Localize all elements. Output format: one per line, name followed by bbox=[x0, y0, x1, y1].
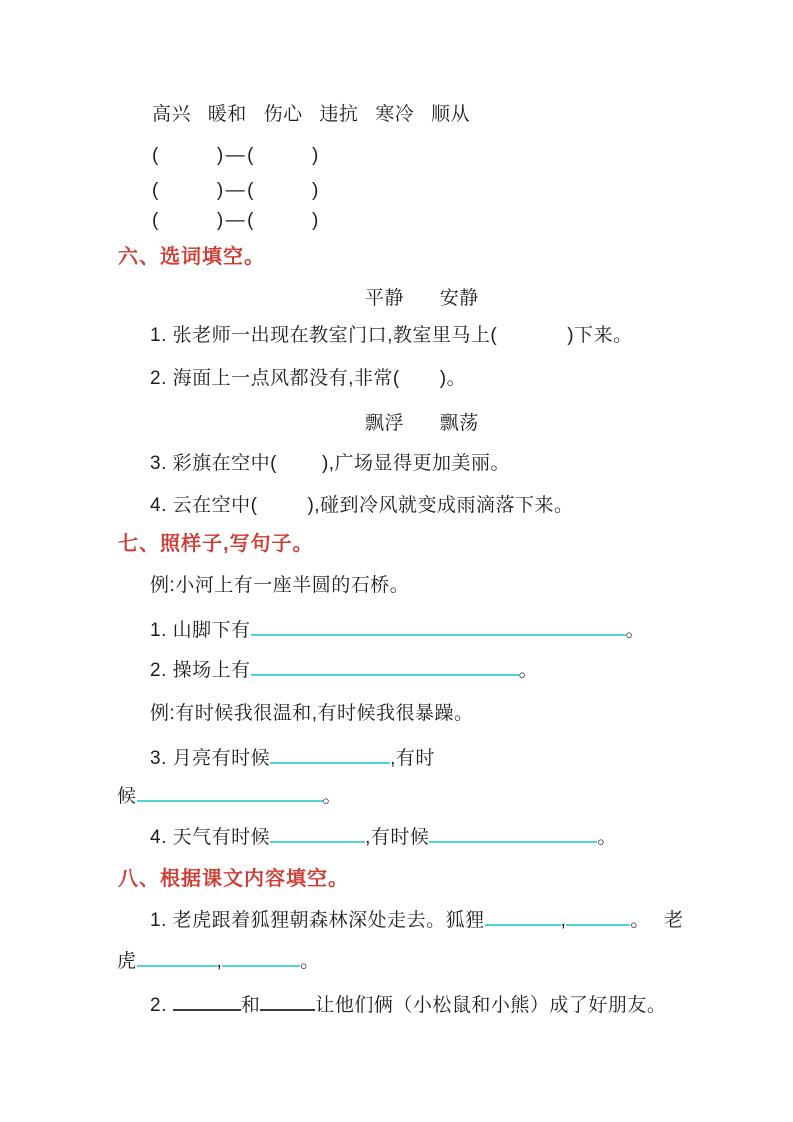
choice-word: 平静 bbox=[365, 288, 405, 309]
section-seven-item-4 bbox=[150, 827, 617, 849]
fill-blank-line bbox=[251, 634, 626, 636]
section-seven-item-2 bbox=[150, 660, 538, 682]
open-paren: ( bbox=[152, 145, 159, 166]
word-bank-word: 顺从 bbox=[430, 104, 470, 125]
section-six-item-1 bbox=[150, 325, 633, 347]
open-paren: ( bbox=[247, 145, 254, 166]
open-paren: ( bbox=[270, 453, 277, 474]
close-paren: ) bbox=[321, 453, 329, 474]
close-paren: ) bbox=[216, 180, 224, 201]
item-text: 1. 老虎跟着狐狸朝森林深处走去。狐狸 bbox=[150, 910, 485, 931]
fill-blank-line bbox=[566, 924, 630, 926]
match-blank-row bbox=[152, 145, 319, 167]
open-paren: ( bbox=[247, 180, 254, 201]
item-text: 4. 云在空中 bbox=[150, 495, 251, 516]
word-bank-word: 寒冷 bbox=[375, 104, 415, 125]
item-text: 。 bbox=[518, 660, 539, 681]
word-bank-word: 暖和 bbox=[207, 104, 247, 125]
section-six-heading: 六、选词填空。 bbox=[118, 246, 265, 268]
fill-blank-line bbox=[137, 800, 323, 802]
close-paren: ) bbox=[307, 495, 315, 516]
fill-blank-line bbox=[222, 965, 300, 967]
fill-blank-line-dark bbox=[173, 1009, 241, 1011]
item-text: 4. 天气有时候 bbox=[150, 827, 271, 848]
item-text: ,广场显得更加美丽。 bbox=[328, 453, 511, 474]
word-bank-word: 伤心 bbox=[263, 104, 303, 125]
fill-blank-line bbox=[137, 965, 217, 967]
section-six-item-3 bbox=[150, 453, 510, 475]
section-eight-heading: 八、根据课文内容填空。 bbox=[118, 868, 349, 890]
fill-blank-line bbox=[270, 762, 390, 764]
section-seven-example-2: 例:有时候我很温和,有时候我很暴躁。 bbox=[150, 703, 474, 724]
item-text: 。 bbox=[300, 951, 320, 972]
open-paren: ( bbox=[250, 495, 258, 516]
close-paren: ) bbox=[567, 325, 575, 346]
item-text: 。 bbox=[597, 827, 617, 848]
section-eight-item-1 bbox=[150, 910, 683, 932]
section-eight-item-2 bbox=[150, 995, 666, 1017]
close-paren: ) bbox=[216, 145, 224, 166]
choice-pair-1 bbox=[365, 288, 479, 310]
item-text: 3. 彩旗在空中 bbox=[150, 453, 271, 474]
item-text: , bbox=[560, 910, 567, 931]
item-text: 。 bbox=[630, 910, 650, 931]
match-dash: — bbox=[225, 210, 246, 231]
close-paren: ) bbox=[439, 368, 447, 389]
fill-blank-line bbox=[251, 674, 519, 676]
fill-blank-line bbox=[429, 841, 597, 843]
item-text: ,碰到冷风就变成雨滴落下来。 bbox=[314, 495, 574, 516]
item-text: 。 bbox=[625, 620, 646, 641]
open-paren: ( bbox=[490, 325, 498, 346]
item-text: 2. 海面上一点风都没有,非常 bbox=[150, 368, 393, 389]
match-dash: — bbox=[225, 145, 246, 166]
section-six-item-2 bbox=[150, 368, 466, 390]
match-blank-row bbox=[152, 210, 319, 232]
section-eight-item-1-wrap bbox=[117, 951, 320, 973]
item-text: 让他们俩（小松鼠和小熊）成了好朋友。 bbox=[315, 995, 667, 1016]
match-dash: — bbox=[225, 180, 246, 201]
item-text: 下来。 bbox=[574, 325, 633, 346]
choice-word: 飘浮 bbox=[365, 413, 405, 434]
item-text: 1. 山脚下有 bbox=[150, 620, 251, 641]
word-bank-word: 高兴 bbox=[152, 104, 192, 125]
close-paren: ) bbox=[311, 145, 319, 166]
item-text: 老 bbox=[663, 910, 684, 931]
section-seven-example-1: 例:小河上有一座半圆的石桥。 bbox=[150, 575, 410, 596]
item-text: 1. 张老师一出现在教室门口,教室里马上 bbox=[150, 325, 491, 346]
section-six-item-4 bbox=[150, 495, 574, 517]
item-number: 2. bbox=[150, 995, 167, 1016]
choice-word: 安静 bbox=[439, 288, 479, 309]
fill-blank-line bbox=[270, 841, 365, 843]
section-seven-heading: 七、照样子,写句子。 bbox=[118, 533, 314, 555]
word-bank-word: 违抗 bbox=[319, 104, 359, 125]
item-text: 和 bbox=[240, 995, 261, 1016]
open-paren: ( bbox=[247, 210, 254, 231]
close-paren: ) bbox=[216, 210, 224, 231]
item-text: 虎 bbox=[117, 951, 137, 972]
item-text: 3. 月亮有时候 bbox=[150, 748, 271, 769]
open-paren: ( bbox=[152, 210, 159, 231]
item-text: 候 bbox=[117, 786, 137, 807]
fill-blank-line bbox=[485, 924, 561, 926]
open-paren: ( bbox=[152, 180, 159, 201]
item-text: ,有时 bbox=[390, 748, 435, 769]
section-seven-item-3-wrap bbox=[117, 786, 342, 808]
choice-pair-2 bbox=[365, 413, 479, 435]
close-paren: ) bbox=[311, 180, 319, 201]
section-seven-item-3 bbox=[150, 748, 435, 770]
section-seven-item-1 bbox=[150, 620, 645, 642]
match-blank-row bbox=[152, 180, 319, 202]
fill-blank-line-dark bbox=[260, 1009, 315, 1011]
choice-word: 飘荡 bbox=[439, 413, 479, 434]
item-text: 2. 操场上有 bbox=[150, 660, 251, 681]
open-paren: ( bbox=[392, 368, 400, 389]
word-bank bbox=[152, 104, 481, 126]
item-text: 。 bbox=[322, 786, 343, 807]
item-text: , bbox=[216, 951, 223, 972]
item-text: ,有时候 bbox=[365, 827, 430, 848]
item-text: 。 bbox=[446, 368, 467, 389]
close-paren: ) bbox=[311, 210, 319, 231]
